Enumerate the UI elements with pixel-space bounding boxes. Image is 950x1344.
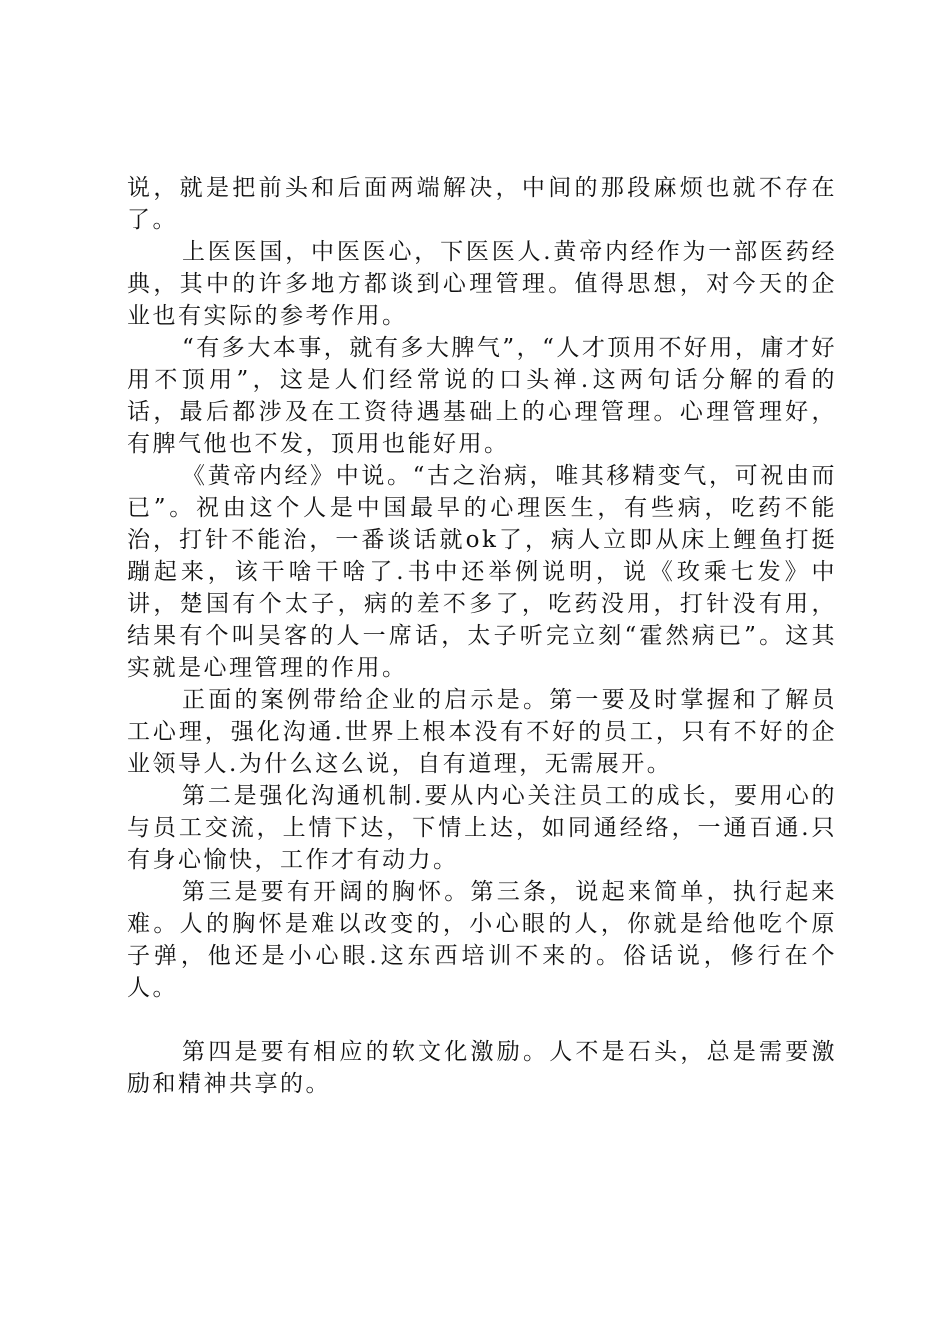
paragraph-temper: “有多大本事，就有多大脾气”，“人才顶用不好用，庸才好用不顶用”，这是人们经常说的口头禅.这两句话分解的看的话，最后都涉及在工资待遇基础上的心理管理。心理管理好，有脾气他也不发，顶用也能好用。 bbox=[127, 335, 837, 457]
paragraph-continuation: 说，就是把前头和后面两端解决，中间的那段麻烦也就不存在了。 bbox=[127, 175, 837, 233]
document-body bbox=[127, 172, 837, 1100]
paragraph-enlightenment-first: 正面的案例带给企业的启示是。第一要及时掌握和了解员工心理，强化沟通.世界上根本没有不好的员工，只有不好的企业领导人.为什么这么说，自有道理，无需展开。 bbox=[127, 687, 837, 777]
paragraph-third: 第三是要有开阔的胸怀。第三条，说起来简单，执行起来难。人的胸怀是难以改变的，小心眼的人，你就是给他吃个原子弹，他还是小心眼.这东西培训不来的。俗话说，修行在个人。 bbox=[127, 879, 837, 1001]
paragraph-upper-doctor: 上医医国，中医医心，下医医人.黄帝内经作为一部医药经典，其中的许多地方都谈到心理管理。值得思想，对今天的企业也有实际的参考作用。 bbox=[127, 239, 837, 329]
paragraph-second: 第二是强化沟通机制.要从内心关注员工的成长，要用心的与员工交流，上情下达，下情上达，如同通经络，一通百通.只有身心愉快，工作才有动力。 bbox=[127, 783, 837, 873]
paragraph-fourth: 第四是要有相应的软文化激励。人不是石头，总是需要激励和精神共享的。 bbox=[127, 1039, 837, 1097]
paragraph-huangdi-neijing: 《黄帝内经》中说。“古之治病，唯其移精变气，可祝由而已”。祝由这个人是中国最早的心理医生，有些病，吃药不能治，打针不能治，一番谈话就ok了，病人立即从床上鲤鱼打挺蹦起来，该干啥干啥了.书中还举例说明，说《玫乘七发》中讲，楚国有个太子，病的差不多了，吃药没用，打针没有用，结果有个叫吴客的人一席话，太子听完立刻“霍然病已”。这其实就是心理管理的作用。 bbox=[127, 463, 837, 681]
paragraph-spacer bbox=[127, 1004, 837, 1036]
